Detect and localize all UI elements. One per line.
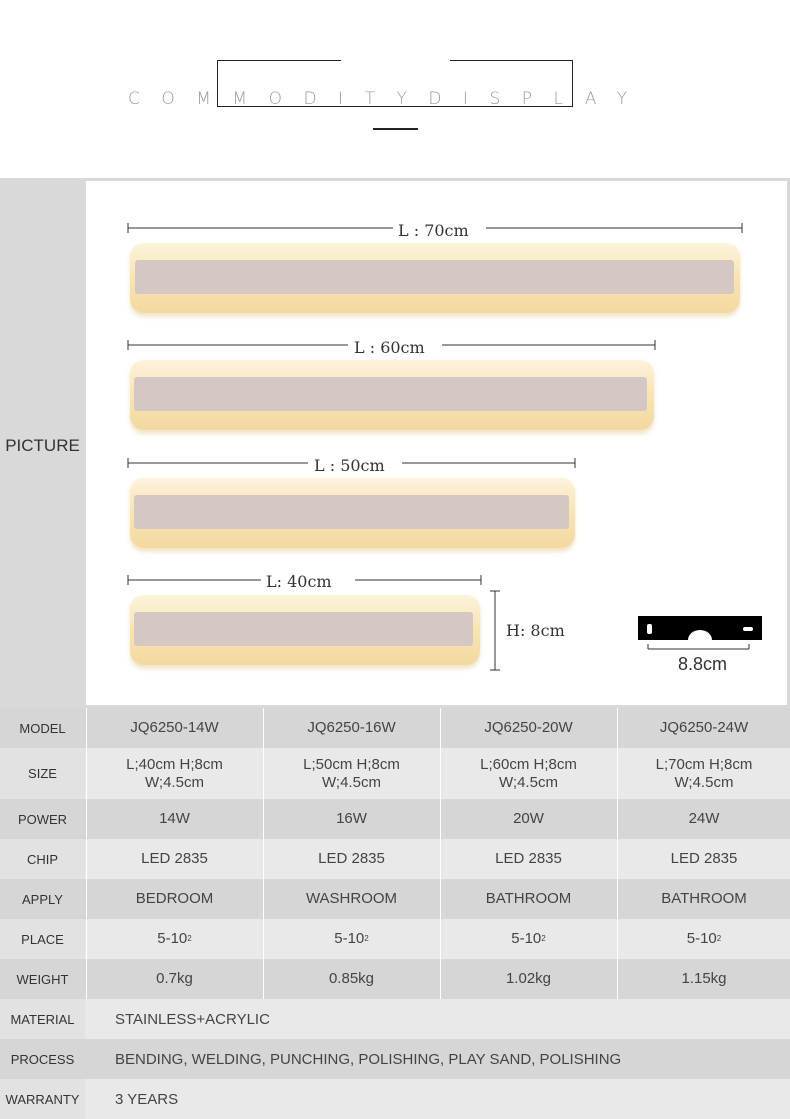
row-label-place: PLACE xyxy=(0,919,85,959)
product-dimension-drawing xyxy=(86,181,787,705)
size-line: L;50cm H;8cm xyxy=(303,755,400,773)
place-cell xyxy=(440,919,616,959)
place-value: 5-10 xyxy=(157,930,188,947)
weight-cell: 0.85kg xyxy=(263,959,439,999)
row-warranty xyxy=(0,1079,790,1119)
size-line: L;40cm H;8cm xyxy=(126,755,223,773)
row-label-process: PROCESS xyxy=(0,1039,85,1079)
row-label-material: MATERIAL xyxy=(0,999,85,1039)
dim-label-40cm: L: 40cm xyxy=(266,572,332,591)
chip-cell: LED 2835 xyxy=(263,839,439,879)
row-label-model: MODEL xyxy=(0,708,85,748)
row-label-warranty: WARRANTY xyxy=(0,1079,85,1119)
row-label-size: SIZE xyxy=(0,748,85,799)
row-label-apply: APPLY xyxy=(0,879,85,919)
place-unit-sup: 2 xyxy=(541,934,546,943)
lamp-60cm xyxy=(130,360,654,434)
place-unit-sup: 2 xyxy=(364,934,369,943)
dim-line-height xyxy=(490,591,500,670)
page-title: COMMODITYDISPLAY xyxy=(128,89,649,109)
title-frame-top-right xyxy=(450,60,573,61)
row-chip xyxy=(0,839,790,879)
dim-label-50cm: L : 50cm xyxy=(314,456,385,475)
apply-cell: WASHROOM xyxy=(263,879,439,919)
row-power xyxy=(0,799,790,839)
row-material xyxy=(0,999,790,1039)
size-cell xyxy=(440,748,616,799)
weight-cell: 1.02kg xyxy=(440,959,616,999)
weight-cell: 1.15kg xyxy=(617,959,790,999)
size-line: W;4.5cm xyxy=(145,773,204,791)
title-frame-top-left xyxy=(217,60,341,61)
place-value: 5-10 xyxy=(511,930,542,947)
lamp-70cm xyxy=(130,243,740,317)
header xyxy=(0,0,790,178)
size-cell xyxy=(86,748,262,799)
bracket-width-label: 8.8cm xyxy=(678,654,728,674)
chip-cell: LED 2835 xyxy=(440,839,616,879)
weight-cell: 0.7kg xyxy=(86,959,262,999)
warranty-value: 3 YEARS xyxy=(86,1079,790,1119)
row-place xyxy=(0,919,790,959)
power-cell: 20W xyxy=(440,799,616,839)
size-line: W;4.5cm xyxy=(322,773,381,791)
place-unit-sup: 2 xyxy=(187,934,192,943)
place-cell xyxy=(617,919,790,959)
picture-section xyxy=(0,178,790,708)
row-weight xyxy=(0,959,790,999)
size-cell xyxy=(263,748,439,799)
mounting-bracket xyxy=(638,616,762,649)
title-underline xyxy=(373,128,418,130)
power-cell: 16W xyxy=(263,799,439,839)
chip-cell: LED 2835 xyxy=(86,839,262,879)
size-line: L;70cm H;8cm xyxy=(655,755,753,773)
model-cell: JQ6250-16W xyxy=(263,708,439,748)
power-cell: 24W xyxy=(617,799,790,839)
place-cell xyxy=(86,919,262,959)
dim-label-height: H: 8cm xyxy=(506,621,565,640)
place-unit-sup: 2 xyxy=(716,934,722,943)
lamp-50cm xyxy=(130,478,575,552)
process-value: BENDING, WELDING, PUNCHING, POLISHING, PLAY SAND, POLISHING xyxy=(86,1039,790,1079)
power-cell: 14W xyxy=(86,799,262,839)
picture-label: PICTURE xyxy=(5,436,80,455)
model-cell: JQ6250-14W xyxy=(86,708,262,748)
picture-panel xyxy=(86,181,787,705)
material-value: STAINLESS+ACRYLIC xyxy=(86,999,790,1039)
chip-cell: LED 2835 xyxy=(617,839,790,879)
model-cell: JQ6250-20W xyxy=(440,708,616,748)
row-process xyxy=(0,1039,790,1079)
dim-label-60cm: L : 60cm xyxy=(354,338,425,357)
model-cell: JQ6250-24W xyxy=(617,708,790,748)
picture-label-cell xyxy=(0,178,85,708)
size-line: W;4.5cm xyxy=(674,773,734,791)
row-label-weight: WEIGHT xyxy=(0,959,85,999)
place-value: 5-10 xyxy=(686,930,717,947)
place-cell xyxy=(263,919,439,959)
dim-label-70cm: L : 70cm xyxy=(398,221,469,240)
apply-cell: BATHROOM xyxy=(617,879,790,919)
row-size xyxy=(0,748,790,799)
size-line: W;4.5cm xyxy=(499,773,558,791)
apply-cell: BATHROOM xyxy=(440,879,616,919)
place-value: 5-10 xyxy=(334,930,365,947)
row-apply xyxy=(0,879,790,919)
row-label-power: POWER xyxy=(0,799,85,839)
lamp-40cm xyxy=(130,595,480,669)
size-line: L;60cm H;8cm xyxy=(480,755,577,773)
size-cell xyxy=(617,748,790,799)
row-label-chip: CHIP xyxy=(0,839,85,879)
row-model xyxy=(0,708,790,748)
apply-cell: BEDROOM xyxy=(86,879,262,919)
